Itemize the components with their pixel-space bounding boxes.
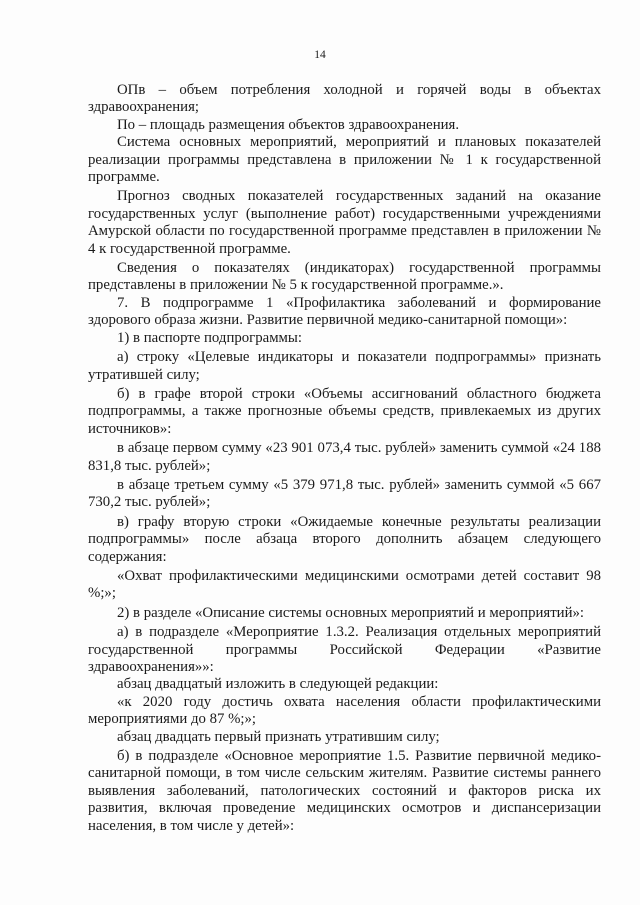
paragraph: в абзаце третьем сумму «5 379 971,8 тыс. рублей» заменить суммой «5 667 730,2 тыс. рублей»; [88,476,601,511]
paragraph: ОПв – объем потребления холодной и горячей воды в объектах здравоохранения; [88,82,601,116]
paragraph: б) в подразделе «Основное мероприятие 1.5. Развитие первичной медико-санитарной помощи, в том числе сельским жителям. Развитие системы раннего выявления заболеваний, патологических состояний и факторов риска их развития, включая проведение медицинских осмотров и диспансеризации населения, в том числе у детей»: [88,748,601,834]
paragraph: 1) в паспорте подпрограммы: [117,329,302,346]
paragraph: 2) в разделе «Описание системы основных мероприятий и мероприятий»: [117,604,585,621]
paragraph: Сведения о показателях (индикаторах) государственной программы представлены в приложении № 5 к государственной программе.». [88,260,601,294]
document-body [88,80,601,835]
paragraph: «Охват профилактическими медицинскими осмотрами детей составит 98 %;»; [88,567,601,602]
paragraph: б) в графе второй строки «Объемы ассигнований областного бюджета подпрограммы, а также прогнозные объемы средств, привлекаемых из других источников»: [88,385,601,437]
paragraph: абзац двадцатый изложить в следующей редакции: [117,676,439,693]
paragraph: в абзаце первом сумму «23 901 073,4 тыс. рублей» заменить суммой «24 188 831,8 тыс. рублей»; [88,440,601,474]
page-number: 14 [314,49,326,61]
paragraph: в) графу вторую строки «Ожидаемые конечные результаты реализации подпрограммы» после абзаца второго дополнить абзацем следующего содержания: [88,513,601,565]
paragraph: 7. В подпрограмме 1 «Профилактика заболеваний и формирование здорового образа жизни. Развитие первичной медико-санитарной помощи»: [88,294,601,329]
paragraph: По – площадь размещения объектов здравоохранения. [117,116,460,133]
paragraph: «к 2020 году достичь охвата населения области профилактическими мероприятиями до 87 %;»; [88,693,601,728]
paragraph: а) строку «Целевые индикаторы и показатели подпрограммы» признать утратившей силу; [88,349,601,383]
paragraph: Система основных мероприятий, мероприятий и плановых показателей реализации программы представлена в приложении № 1 к государственной программе. [88,134,601,186]
paragraph: а) в подразделе «Мероприятие 1.3.2. Реализация отдельных мероприятий государственной программы Российской Федерации «Развитие здравоохранения»»: [88,624,601,675]
paragraph: абзац двадцать первый признать утратившим силу; [117,728,440,745]
paragraph: Прогноз сводных показателей государственных заданий на оказание государственных услуг (выполнение работ) государственными учреждениями Амурской области по государственной программе представлен в приложении № 4 к государственной программе. [88,188,601,257]
